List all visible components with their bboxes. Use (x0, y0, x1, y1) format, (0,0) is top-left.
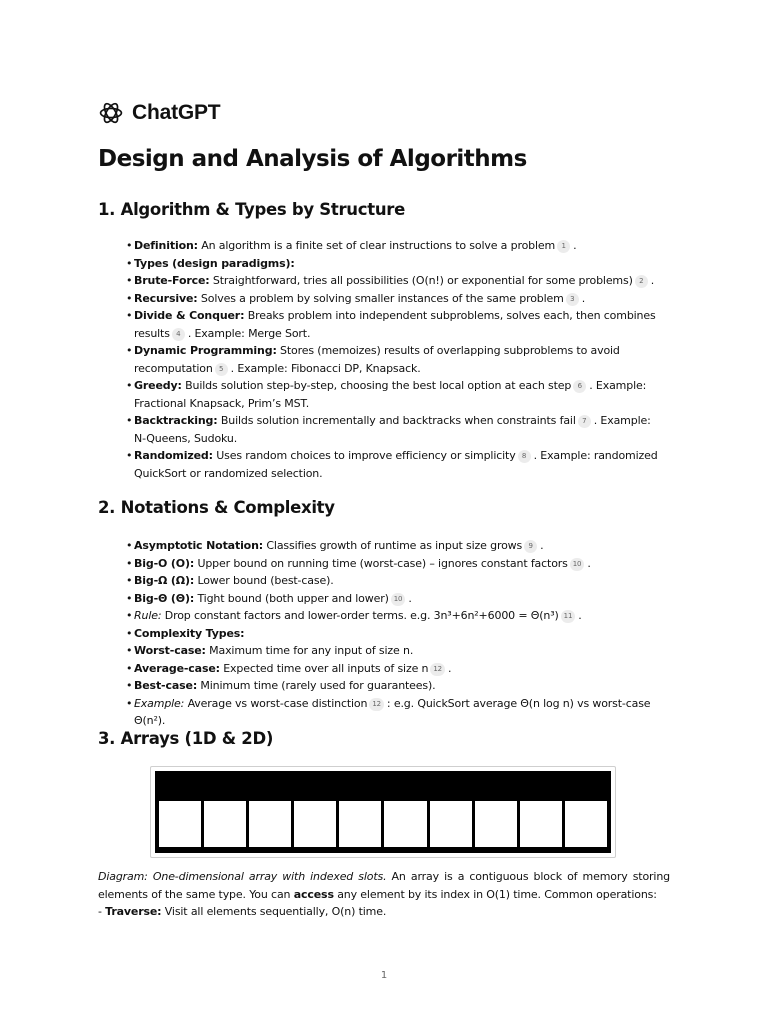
list-item-term: Greedy: (134, 379, 182, 392)
array-diagram (150, 766, 616, 858)
openai-logo-icon (98, 100, 124, 126)
list-item-suffix: . (540, 539, 544, 552)
section-heading-2: 2. Notations & Complexity (98, 498, 335, 517)
list-item-text: Straightforward, tries all possibilities (O(n!) or exponential for some problems) (209, 274, 633, 287)
list-item-term: Rule: (134, 609, 162, 622)
citation-badge[interactable]: 3 (566, 293, 579, 306)
array-cells (159, 801, 607, 847)
section-heading-3: 3. Arrays (1D & 2D) (98, 729, 274, 748)
citation-badge[interactable]: 9 (524, 540, 537, 553)
list-item-text: Tight bound (both upper and lower) (194, 591, 389, 605)
list-item-text: Builds solution incrementally and backtracks when constraints fail (217, 414, 576, 427)
citation-badge[interactable]: 6 (573, 380, 586, 393)
citation-badge[interactable]: 11 (561, 610, 576, 623)
list-item-term: Randomized: (134, 449, 213, 462)
list-item (126, 412, 666, 447)
list-item-term: Worst-case: (134, 644, 206, 657)
list-item-text: Lower bound (best-case). (194, 574, 334, 587)
page-number: 1 (380, 970, 388, 981)
list-item (126, 607, 666, 625)
list-item-text: Uses random choices to improve efficiency or simplicity (212, 449, 516, 462)
list-item-term: Definition: (134, 239, 198, 252)
array-cell (384, 801, 429, 847)
paragraph-traverse: Traverse: (105, 905, 162, 918)
list-item-term: Types (design paradigms): (134, 256, 295, 270)
array-cell (475, 801, 520, 847)
list-item-text: Minimum time (rarely used for guarantees). (197, 679, 436, 692)
array-cell (294, 801, 339, 847)
list-item-text: Maximum time for any input of size n. (205, 644, 414, 657)
array-cell (565, 801, 607, 847)
list-item-term: Divide & Conquer: (134, 309, 245, 322)
list-item-suffix: . Example: N-Queens, Sudoku. (134, 414, 651, 445)
list-item-term: Big-O (O): (134, 556, 195, 570)
array-cell (430, 801, 475, 847)
list-item (126, 447, 666, 482)
array-cell (159, 801, 204, 847)
citation-badge[interactable]: 12 (369, 698, 384, 711)
list-item-text: Expected time over all inputs of size n (219, 661, 429, 675)
list-item (126, 555, 666, 573)
section-2-list (126, 537, 666, 730)
array-cell (249, 801, 294, 847)
list-item-text: Breaks problem into independent subproblems, solves each, then combines results (134, 309, 656, 340)
list-item-term: Brute-Force: (134, 274, 210, 287)
list-item-term: Example: (134, 696, 185, 710)
paragraph-text-1: An array is a contiguous block of memory storing elements of the same type. You can (98, 870, 670, 901)
list-item (126, 537, 666, 555)
array-diagram-frame (155, 771, 611, 853)
list-item-term: Asymptotic Notation: (134, 539, 264, 552)
list-item-suffix: . (578, 609, 582, 622)
list-item (126, 677, 666, 695)
list-item-text: Drop constant factors and lower-order terms. e.g. 3n³+6n²+6000 = Θ(n³) (161, 609, 559, 622)
list-item-term: Backtracking: (134, 414, 218, 427)
document-title: Design and Analysis of Algorithms (98, 146, 527, 172)
array-cell (339, 801, 384, 847)
array-paragraph (98, 868, 670, 921)
brand-name: ChatGPT (132, 101, 221, 124)
citation-badge[interactable]: 1 (557, 240, 570, 253)
list-item-text: Solves a problem by solving smaller instances of the same problem (197, 291, 564, 305)
list-item (126, 237, 666, 255)
list-item-suffix: . Example: Fibonacci DP, Knapsack. (230, 361, 421, 375)
list-item (126, 255, 666, 273)
list-item (126, 625, 666, 643)
citation-badge[interactable]: 7 (578, 415, 591, 428)
list-item-suffix: . (573, 239, 577, 252)
list-item-text: Upper bound on running time (worst-case) – ignores constant factors (194, 556, 568, 570)
array-cell (520, 801, 565, 847)
list-item (126, 307, 666, 342)
list-item-term: Big-Θ (Θ): (134, 591, 195, 605)
brand-header (98, 100, 220, 126)
list-item-suffix: . (650, 274, 655, 287)
list-item (126, 695, 666, 730)
paragraph-access: access (293, 887, 334, 901)
list-item-suffix: . (447, 661, 452, 675)
list-item (126, 572, 666, 590)
list-item-term: Dynamic Programming: (134, 344, 277, 357)
citation-badge[interactable]: 10 (391, 593, 406, 606)
list-item (126, 342, 666, 377)
citation-badge[interactable]: 2 (635, 275, 648, 288)
section-1-list (126, 237, 666, 482)
list-item (126, 590, 666, 608)
diagram-caption: Diagram: One-dimensional array with indexed slots. (98, 870, 387, 883)
paragraph-line2-prefix: - (98, 905, 106, 918)
array-cell (204, 801, 249, 847)
list-item-suffix: . Example: randomized QuickSort or randomized selection. (134, 449, 658, 480)
list-item (126, 377, 666, 412)
list-item-suffix: : e.g. QuickSort average Θ(n log n) vs worst-case Θ(n²). (134, 696, 651, 727)
citation-badge[interactable]: 8 (518, 450, 531, 463)
list-item-term: Recursive: (134, 291, 198, 305)
list-item (126, 660, 666, 678)
paragraph-text-3: Visit all elements sequentially, O(n) time. (161, 905, 387, 918)
list-item (126, 642, 666, 660)
list-item-suffix: . (581, 291, 586, 305)
list-item-text: Stores (memoizes) results of overlapping subproblems to avoid recomputation (134, 344, 620, 375)
section-heading-1: 1. Algorithm & Types by Structure (98, 200, 405, 219)
list-item-suffix: . Example: Fractional Knapsack, Prim’s MST. (134, 379, 647, 410)
list-item-text: Average vs worst-case distinction (184, 696, 368, 710)
citation-badge[interactable]: 4 (172, 328, 185, 341)
list-item-term: Best-case: (134, 679, 198, 692)
citation-badge[interactable]: 5 (215, 363, 228, 376)
list-item-text: An algorithm is a finite set of clear instructions to solve a problem (197, 239, 556, 252)
list-item-term: Complexity Types: (134, 626, 245, 640)
citation-badge[interactable]: 12 (430, 663, 445, 676)
list-item-suffix: . (587, 556, 591, 570)
citation-badge[interactable]: 10 (570, 558, 585, 571)
list-item-text: Builds solution step-by-step, choosing the best local option at each step (181, 379, 572, 392)
list-item (126, 290, 666, 308)
list-item-suffix: . Example: Merge Sort. (187, 326, 311, 340)
list-item-suffix: . (408, 591, 412, 605)
list-item-term: Average-case: (134, 661, 220, 675)
list-item (126, 272, 666, 290)
paragraph-text-2: any element by its index in O(1) time. Common operations: (333, 887, 657, 901)
list-item-text: Classifies growth of runtime as input size grows (263, 539, 523, 552)
list-item-term: Big-Ω (Ω): (134, 574, 195, 587)
